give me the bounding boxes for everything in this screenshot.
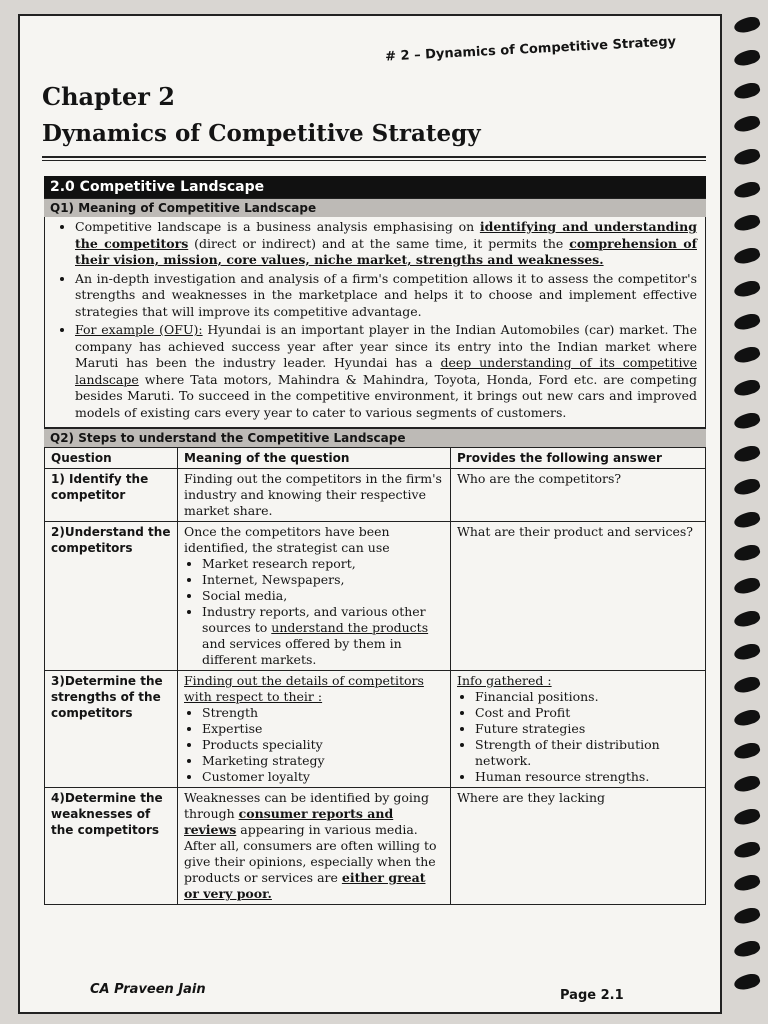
list-item: • Marketing strategy xyxy=(202,753,444,769)
chapter-title: Dynamics of Competitive Strategy xyxy=(42,120,481,147)
binding-ring xyxy=(732,872,761,893)
table-row xyxy=(45,788,706,905)
list-item: • Human resource strengths. xyxy=(475,769,699,785)
binding-ring xyxy=(732,410,761,431)
q1-bullets xyxy=(53,219,697,421)
row2-source-list xyxy=(184,556,444,668)
binding-ring xyxy=(732,443,761,464)
table-header-row xyxy=(45,448,706,469)
q1-bullet-example: • For example (OFU): Hyundai is an important player in the Indian Automobiles (car) market. The company has achieved success year after year since its entry into the Indian market where Maruti has been the industry leader. Hyundai has a deep understanding of its competitive landscape where Tata motors, Mahindra & Mahindra, Toyota, Honda, Ford etc. are competing besides Maruti. To succeed in the competitive environment, it brings out new cars and improved models of existing cars every year to cater to various segments of customers. xyxy=(75,322,697,421)
row2-answer: What are their product and services? xyxy=(451,522,706,671)
binding-ring xyxy=(732,179,761,200)
binding-ring xyxy=(732,608,761,629)
binding-ring xyxy=(732,806,761,827)
list-item: • Strength of their distribution network. xyxy=(475,737,699,769)
binding-ring xyxy=(732,212,761,233)
list-item: • Expertise xyxy=(202,721,444,737)
row1-question: 1) Identify the competitor xyxy=(45,469,178,522)
column-header-question: Question xyxy=(45,448,178,469)
binding-ring xyxy=(732,509,761,530)
chapter-number: Chapter 2 xyxy=(42,82,175,111)
list-item: • Social media, xyxy=(202,588,444,604)
binding-ring xyxy=(732,47,761,68)
q1-heading: Q1) Meaning of Competitive Landscape xyxy=(44,198,706,217)
document-page xyxy=(18,14,722,1014)
binding-ring xyxy=(732,707,761,728)
row3-info-list xyxy=(457,689,699,785)
row3-details-list xyxy=(184,705,444,785)
row2-question: 2)Understand the competitors xyxy=(45,522,178,671)
list-item: • Industry reports, and various other sources to understand the products and services offered by them in different markets. xyxy=(202,604,444,668)
binding-ring xyxy=(732,773,761,794)
q1-content xyxy=(44,217,706,428)
section-heading: 2.0 Competitive Landscape xyxy=(44,176,706,198)
spiral-binding xyxy=(728,10,766,1010)
row1-answer: Who are the competitors? xyxy=(451,469,706,522)
q2-heading: Q2) Steps to understand the Competitive Landscape xyxy=(44,428,706,447)
list-item: • Internet, Newspapers, xyxy=(202,572,444,588)
binding-ring xyxy=(732,113,761,134)
list-item: • Future strategies xyxy=(475,721,699,737)
table-row xyxy=(45,522,706,671)
footer-author: CA Praveen Jain xyxy=(90,982,206,997)
binding-ring xyxy=(732,641,761,662)
binding-ring xyxy=(732,146,761,167)
title-rule xyxy=(42,156,706,161)
table-row xyxy=(45,671,706,788)
q1-bullet-definition: • Competitive landscape is a business analysis emphasising on identifying and understanding the competitors (direct or indirect) and at the same time, it permits the comprehension of their vision, mission, core values, niche market, strengths and weaknesses. xyxy=(75,219,697,269)
list-item: • Cost and Profit xyxy=(475,705,699,721)
binding-ring xyxy=(732,674,761,695)
steps-table xyxy=(44,447,706,905)
binding-ring xyxy=(732,542,761,563)
binding-ring xyxy=(732,839,761,860)
binding-ring xyxy=(732,311,761,332)
row4-answer: Where are they lacking xyxy=(451,788,706,905)
row3-meaning: Finding out the details of competitors with respect to their : • Strength • Expertise • Products speciality • Marketing strategy • Customer loyalty xyxy=(178,671,451,788)
row1-meaning: Finding out the competitors in the firm's industry and knowing their respective market share. xyxy=(178,469,451,522)
column-header-answer: Provides the following answer xyxy=(451,448,706,469)
row4-meaning: Weaknesses can be identified by going through consumer reports and reviews appearing in various media. After all, consumers are often willing to give their opinions, especially when the products or services are either great or very poor. xyxy=(178,788,451,905)
row2-meaning: Once the competitors have been identified, the strategist can use • Market research report, • Internet, Newspapers, • Social media, • Industry reports, and various other sources to understand the products and services offered by them in different markets. xyxy=(178,522,451,671)
row3-question: 3)Determine the strengths of the competitors xyxy=(45,671,178,788)
list-item: • Market research report, xyxy=(202,556,444,572)
competitive-landscape-section xyxy=(44,176,706,905)
binding-ring xyxy=(732,377,761,398)
list-item: • Customer loyalty xyxy=(202,769,444,785)
row3-answer: Info gathered : • Financial positions. • Cost and Profit • Future strategies • Strength of their distribution network. • Human resource strengths. xyxy=(451,671,706,788)
row4-question: 4)Determine the weaknesses of the competitors xyxy=(45,788,178,905)
binding-ring xyxy=(732,476,761,497)
binding-ring xyxy=(732,971,761,992)
table-row xyxy=(45,469,706,522)
q1-bullet-analysis: • An in-depth investigation and analysis of a firm's competition allows it to assess the competitor's strengths and weaknesses in the marketplace and helps it to choose and implement effective strategies that will improve its competitive advantage. xyxy=(75,271,697,321)
list-item: • Products speciality xyxy=(202,737,444,753)
binding-ring xyxy=(732,740,761,761)
binding-ring xyxy=(732,344,761,365)
binding-ring xyxy=(732,575,761,596)
binding-ring xyxy=(732,14,761,35)
column-header-meaning: Meaning of the question xyxy=(178,448,451,469)
running-head: # 2 – Dynamics of Competitive Strategy xyxy=(384,34,677,65)
binding-ring xyxy=(732,938,761,959)
binding-ring xyxy=(732,278,761,299)
footer-page-number: Page 2.1 xyxy=(560,988,624,1003)
list-item: • Strength xyxy=(202,705,444,721)
binding-ring xyxy=(732,80,761,101)
binding-ring xyxy=(732,245,761,266)
binding-ring xyxy=(732,905,761,926)
list-item: • Financial positions. xyxy=(475,689,699,705)
